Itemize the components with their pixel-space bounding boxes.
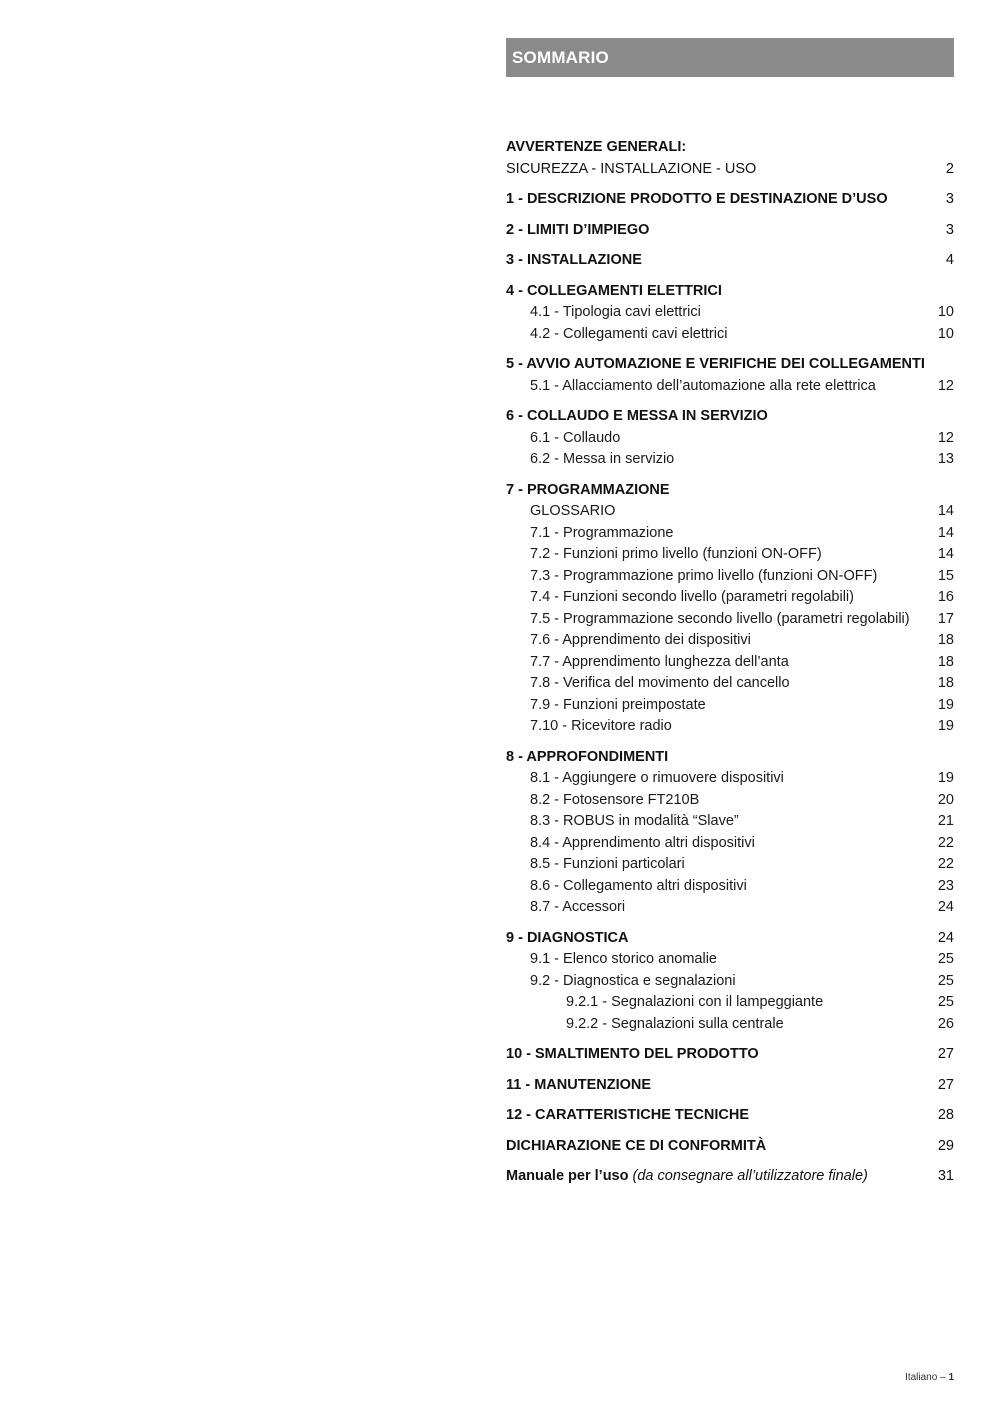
toc-entry-title: Manuale per l’uso: [506, 1168, 629, 1184]
toc-entry-label: [506, 428, 930, 450]
toc-entry-label: [506, 354, 946, 376]
toc-subsection-entry[interactable]: [506, 716, 954, 738]
toc-entry-title: 7.3 - Programmazione primo livello (funzioni ON-OFF): [530, 567, 878, 584]
toc-entry-page-number: 3: [945, 221, 954, 238]
table-of-contents: [506, 137, 954, 1188]
toc-entry-title: 9 - DIAGNOSTICA: [506, 929, 629, 946]
toc-entry-page-number: 22: [937, 856, 954, 872]
toc-entry-label: [506, 1044, 930, 1066]
toc-entry-page-number: 3: [945, 191, 954, 207]
toc-subsection-entry[interactable]: [506, 652, 954, 674]
toc-entry-label: [506, 897, 930, 919]
toc-entry-title: 8 - APPROFONDIMENTI: [506, 748, 669, 765]
toc-subsection-entry[interactable]: [506, 159, 954, 181]
toc-entry-label: [506, 587, 930, 609]
toc-entry-label: [506, 1166, 930, 1188]
toc-entry-title: 1 - DESCRIZIONE PRODOTTO E DESTINAZIONE D’USO: [506, 191, 888, 207]
toc-entry-title: 7.4 - Funzioni secondo livello (parametri regolabili): [530, 589, 854, 605]
toc-entry-title: 6.1 - Collaudo: [530, 429, 621, 446]
toc-entry-note: (da consegnare all’utilizzatore finale): [632, 1168, 868, 1184]
toc-entry-title: 7.9 - Funzioni preimpostate: [530, 696, 706, 713]
toc-entry-title: 8.6 - Collegamento altri dispositivi: [530, 877, 747, 894]
toc-section-entry[interactable]: [506, 137, 954, 159]
toc-entry-page-number: 22: [937, 834, 954, 851]
toc-subsection-entry[interactable]: [506, 324, 954, 346]
toc-subsection-entry[interactable]: [506, 673, 954, 695]
toc-subsection-entry[interactable]: [506, 428, 954, 450]
toc-entry-page-number: 25: [937, 951, 954, 967]
toc-entry-title: 7.1 - Programmazione: [530, 524, 674, 541]
toc-entry-label: [506, 747, 946, 769]
toc-entry-page-number: 10: [937, 325, 954, 342]
toc-entry-title: 5 - AVVIO AUTOMAZIONE E VERIFICHE DEI COLLEGAMENTI: [506, 356, 925, 372]
toc-entry-title: 5.1 - Allacciamento dell’automazione alla rete elettrica: [530, 377, 876, 394]
toc-entry-title: 9.2 - Diagnostica e segnalazioni: [530, 972, 736, 989]
toc-entry-label: [506, 523, 930, 545]
footer-page-number: 1: [948, 1372, 954, 1383]
toc-entry-page-number: 27: [937, 1046, 954, 1062]
toc-entry-label: [506, 137, 946, 159]
toc-entry-page-number: 27: [937, 1076, 954, 1093]
toc-section-entry[interactable]: [506, 354, 954, 376]
toc-entry-page-number: 18: [937, 653, 954, 670]
toc-entry-label: [506, 480, 946, 502]
toc-entry-label: [506, 1075, 930, 1097]
toc-entry-page-number: 12: [937, 429, 954, 446]
toc-entry-label: [506, 768, 930, 790]
toc-section-entry[interactable]: [506, 747, 954, 769]
toc-entry-title: 9.2.2 - Segnalazioni sulla centrale: [566, 1015, 784, 1032]
toc-entry-page-number: 19: [937, 770, 954, 786]
toc-subsection-entry[interactable]: [506, 768, 954, 790]
toc-subsection-entry[interactable]: [506, 971, 954, 993]
toc-subsection-entry[interactable]: [506, 523, 954, 545]
toc-entry-label: [506, 630, 930, 652]
toc-section-entry[interactable]: [506, 281, 954, 303]
toc-section-entry[interactable]: [506, 1136, 954, 1158]
toc-entry-page-number: 14: [937, 546, 954, 562]
toc-entry-label: [506, 220, 938, 242]
toc-entry-page-number: 28: [937, 1107, 954, 1123]
toc-entry-page-number: 15: [937, 567, 954, 584]
toc-entry-label: [506, 811, 930, 833]
toc-entry-label: [506, 189, 938, 211]
toc-entry-title: SICUREZZA - INSTALLAZIONE - USO: [506, 160, 757, 177]
toc-entry-label: [506, 302, 930, 324]
toc-entry-title: 4 - COLLEGAMENTI ELETTRICI: [506, 282, 722, 299]
toc-entry-label: [506, 1105, 930, 1127]
toc-entry-label: [506, 971, 930, 993]
toc-entry-page-number: 17: [937, 610, 954, 627]
toc-entry-label: [506, 250, 938, 272]
toc-entry-page-number: 10: [937, 304, 954, 320]
toc-subsection-entry[interactable]: [506, 854, 954, 876]
toc-subsection-entry[interactable]: [506, 695, 954, 717]
toc-entry-label: [506, 544, 930, 566]
toc-entry-label: [506, 928, 930, 950]
toc-entry-label: [506, 854, 930, 876]
toc-entry-title: 9.2.1 - Segnalazioni con il lampeggiante: [566, 994, 824, 1010]
toc-entry-title: 7.10 - Ricevitore radio: [530, 718, 672, 734]
toc-entry-title: DICHIARAZIONE CE DI CONFORMITÀ: [506, 1137, 767, 1154]
toc-entry-page-number: 14: [937, 524, 954, 541]
toc-entry-page-number: 24: [937, 899, 954, 915]
toc-entry-label: [506, 833, 930, 855]
toc-entry-title: 8.5 - Funzioni particolari: [530, 856, 685, 872]
toc-entry-title: 7.8 - Verifica del movimento del cancello: [530, 675, 790, 691]
toc-section-entry[interactable]: [506, 1166, 954, 1188]
toc-entry-label: [506, 652, 930, 674]
toc-subsection-entry[interactable]: [506, 897, 954, 919]
toc-subsubsection-entry[interactable]: [506, 992, 954, 1014]
toc-entry-label: [506, 376, 930, 398]
toc-entry-title: 8.3 - ROBUS in modalità “Slave”: [530, 813, 739, 829]
page-title: SOMMARIO: [512, 47, 609, 67]
toc-subsection-entry[interactable]: [506, 630, 954, 652]
toc-entry-page-number: 14: [937, 503, 954, 519]
toc-subsection-entry[interactable]: [506, 302, 954, 324]
toc-entry-page-number: 20: [937, 791, 954, 808]
toc-entry-title: 3 - INSTALLAZIONE: [506, 252, 642, 268]
toc-subsection-entry[interactable]: [506, 876, 954, 898]
toc-entry-page-number: 13: [937, 451, 954, 467]
toc-subsection-entry[interactable]: [506, 566, 954, 588]
toc-entry-label: [506, 1136, 930, 1158]
toc-subsection-entry[interactable]: [506, 949, 954, 971]
toc-section-entry[interactable]: [506, 250, 954, 272]
toc-entry-label: [506, 449, 930, 471]
toc-section-entry[interactable]: [506, 220, 954, 242]
toc-entry-title: 10 - SMALTIMENTO DEL PRODOTTO: [506, 1046, 759, 1062]
toc-entry-title: 12 - CARATTERISTICHE TECNICHE: [506, 1107, 750, 1123]
toc-entry-title: GLOSSARIO: [530, 503, 616, 519]
toc-subsection-entry[interactable]: [506, 544, 954, 566]
footer-language: Italiano –: [905, 1372, 946, 1383]
toc-subsection-entry[interactable]: [506, 833, 954, 855]
toc-entry-title: 8.1 - Aggiungere o rimuovere dispositivi: [530, 770, 784, 786]
toc-entry-label: [506, 992, 930, 1014]
toc-entry-title: 4.2 - Collegamenti cavi elettrici: [530, 325, 728, 342]
toc-subsection-entry[interactable]: [506, 376, 954, 398]
toc-section-entry[interactable]: [506, 1105, 954, 1127]
toc-entry-page-number: 26: [937, 1015, 954, 1032]
toc-entry-title: 7.5 - Programmazione secondo livello (parametri regolabili): [530, 610, 910, 627]
toc-entry-page-number: 19: [937, 696, 954, 713]
toc-entry-page-number: 21: [937, 813, 954, 829]
toc-entry-label: [506, 159, 938, 181]
toc-entry-page-number: 18: [937, 675, 954, 691]
toc-entry-label: [506, 281, 946, 303]
toc-entry-title: 7.2 - Funzioni primo livello (funzioni ON-OFF): [530, 546, 822, 562]
toc-entry-title: 7.7 - Apprendimento lunghezza dell’anta: [530, 653, 789, 670]
toc-entry-label: [506, 716, 930, 738]
toc-entry-title: 6.2 - Messa in servizio: [530, 451, 675, 467]
toc-entry-title: AVVERTENZE GENERALI:: [506, 139, 687, 155]
toc-section-entry[interactable]: [506, 189, 954, 211]
toc-section-entry[interactable]: [506, 1075, 954, 1097]
toc-entry-label: [506, 695, 930, 717]
toc-entry-page-number: 2: [945, 160, 954, 177]
toc-entry-label: [506, 876, 930, 898]
toc-subsection-entry[interactable]: [506, 790, 954, 812]
toc-entry-label: [506, 406, 946, 428]
toc-section-entry[interactable]: [506, 406, 954, 428]
toc-subsubsection-entry[interactable]: [506, 1014, 954, 1036]
toc-entry-label: [506, 673, 930, 695]
toc-entry-page-number: 18: [937, 632, 954, 648]
toc-entry-label: [506, 790, 930, 812]
toc-entry-label: [506, 949, 930, 971]
section-title-bar: [506, 38, 954, 77]
toc-section-entry[interactable]: [506, 928, 954, 950]
toc-section-entry[interactable]: [506, 1044, 954, 1066]
toc-entry-page-number: 31: [937, 1168, 954, 1184]
toc-entry-label: [506, 1014, 930, 1036]
toc-entry-label: [506, 324, 930, 346]
toc-subsection-entry[interactable]: [506, 587, 954, 609]
toc-subsection-entry[interactable]: [506, 609, 954, 631]
toc-entry-title: 8.2 - Fotosensore FT210B: [530, 791, 700, 808]
page-footer: [905, 1372, 954, 1383]
toc-subsection-entry[interactable]: [506, 449, 954, 471]
toc-subsection-entry[interactable]: [506, 811, 954, 833]
toc-entry-page-number: 19: [937, 718, 954, 734]
toc-entry-title: 11 - MANUTENZIONE: [506, 1076, 652, 1093]
toc-entry-title: 7 - PROGRAMMAZIONE: [506, 481, 670, 498]
toc-entry-label: [506, 501, 930, 523]
toc-entry-page-number: 4: [945, 252, 954, 268]
toc-entry-title: 2 - LIMITI D’IMPIEGO: [506, 221, 650, 238]
toc-entry-title: 9.1 - Elenco storico anomalie: [530, 951, 717, 967]
toc-entry-title: 6 - COLLAUDO E MESSA IN SERVIZIO: [506, 408, 768, 424]
toc-entry-page-number: 25: [937, 972, 954, 989]
toc-section-entry[interactable]: [506, 480, 954, 502]
toc-entry-page-number: 29: [937, 1137, 954, 1154]
toc-entry-page-number: 12: [937, 377, 954, 394]
toc-entry-page-number: 24: [937, 929, 954, 946]
toc-entry-title: 4.1 - Tipologia cavi elettrici: [530, 304, 701, 320]
toc-entry-label: [506, 566, 930, 588]
toc-entry-title: 8.7 - Accessori: [530, 899, 626, 915]
toc-entry-label: [506, 609, 930, 631]
toc-entry-page-number: 16: [937, 589, 954, 605]
toc-entry-page-number: 25: [937, 994, 954, 1010]
toc-entry-page-number: 23: [937, 877, 954, 894]
toc-entry-title: 8.4 - Apprendimento altri dispositivi: [530, 834, 755, 851]
toc-subsection-entry[interactable]: [506, 501, 954, 523]
toc-entry-title: 7.6 - Apprendimento dei dispositivi: [530, 632, 751, 648]
